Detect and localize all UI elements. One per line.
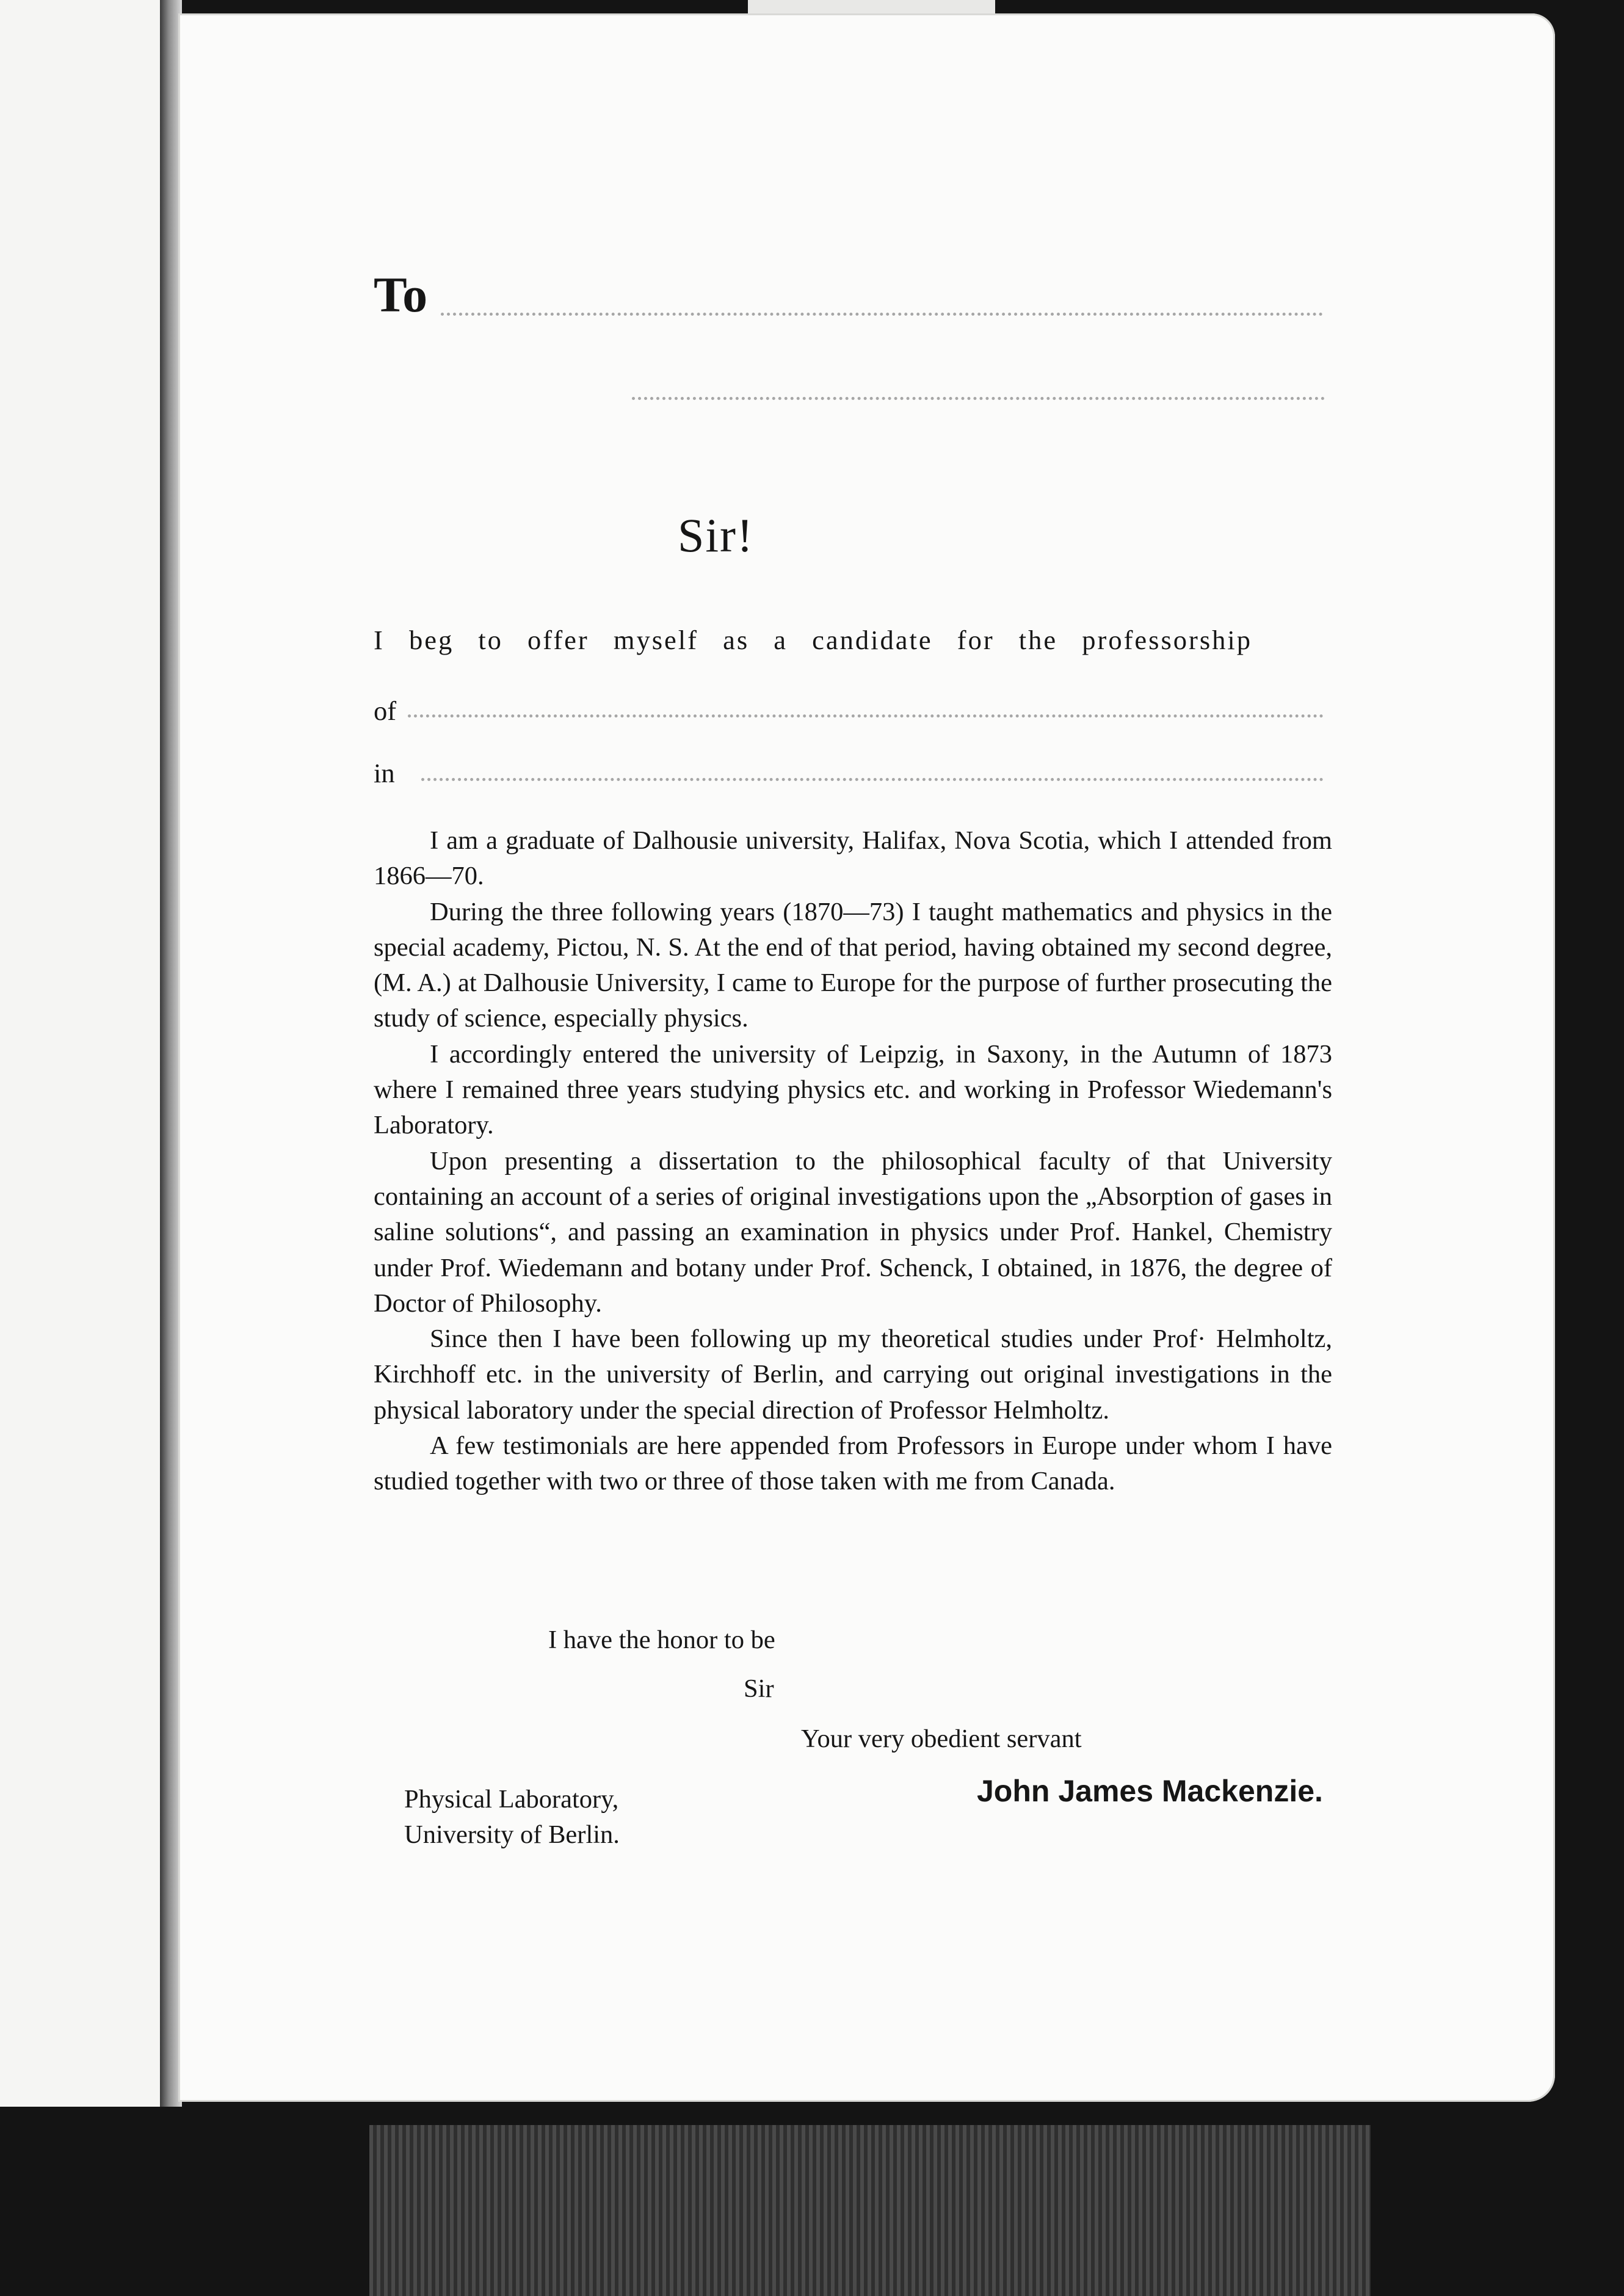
paragraph-leipzig: I accordingly entered the university of Leipzig, in Saxony, in the Autumn of 1873 where I remained three years studying physics etc. and working in Professor Wiedemann's Laboratory. — [374, 1039, 1332, 1140]
closing-servant-line: Your very obedient servant — [801, 1724, 1082, 1753]
sender-address — [404, 1782, 620, 1853]
intro-line: I beg to offer myself as a candidate for the professorship — [374, 625, 1253, 655]
signature: John James Mackenzie. — [977, 1774, 1323, 1808]
of-label: of — [374, 696, 397, 726]
addressee-line-2 — [632, 397, 1325, 400]
in-label: in — [374, 758, 395, 788]
salutation: Sir! — [678, 509, 754, 562]
paragraph-teaching: During the three following years (1870—73) I taught mathematics and physics in the special academy, Pictou, N. S. At the end of that period, having obtained my second degree, (M. A.) at Dalhousie University, I came to Europe for the purpose of further prosecuting the study of science, especially physics. — [374, 897, 1332, 1033]
paragraph-education: I am a graduate of Dalhousie university, Halifax, Nova Scotia, which I attended from 1866—70. — [374, 826, 1332, 891]
paragraph-dissertation: Upon presenting a dissertation to the philosophical faculty of that University containing an account of a series of original investigations upon the „Absorption of gases in saline solutions“, and passing an examination in physics under Prof. Hankel, Chemistry under Prof. Wiedemann and botany under Prof. Schenck, I obtained, in 1876, the degree of Doctor of Philosophy. — [374, 1146, 1332, 1318]
letter-body — [374, 823, 1332, 1500]
professorship-field-line — [408, 714, 1324, 718]
addressee-label: To — [374, 267, 428, 322]
closing-sir-line: Sir — [744, 1674, 774, 1703]
addressee-line-1 — [441, 313, 1323, 316]
closing-honor-line: I have the honor to be — [548, 1626, 775, 1654]
facing-page — [0, 0, 169, 2107]
paragraph-testimonials: A few testimonials are here appended from Professors in Europe under whom I have studied together with two or three of those taken with me from Canada. — [374, 1431, 1332, 1496]
institution-field-line — [421, 778, 1324, 781]
address-line-2: University of Berlin. — [404, 1820, 620, 1849]
scan-bottom-strip — [369, 2125, 1371, 2296]
address-line-1: Physical Laboratory, — [404, 1785, 619, 1814]
paragraph-berlin: Since then I have been following up my theoretical studies under Prof· Helmholtz, Kirchhoff etc. in the university of Berlin, and carrying out original investigations in the physical laboratory under the special direction of Professor Helmholtz. — [374, 1324, 1332, 1425]
